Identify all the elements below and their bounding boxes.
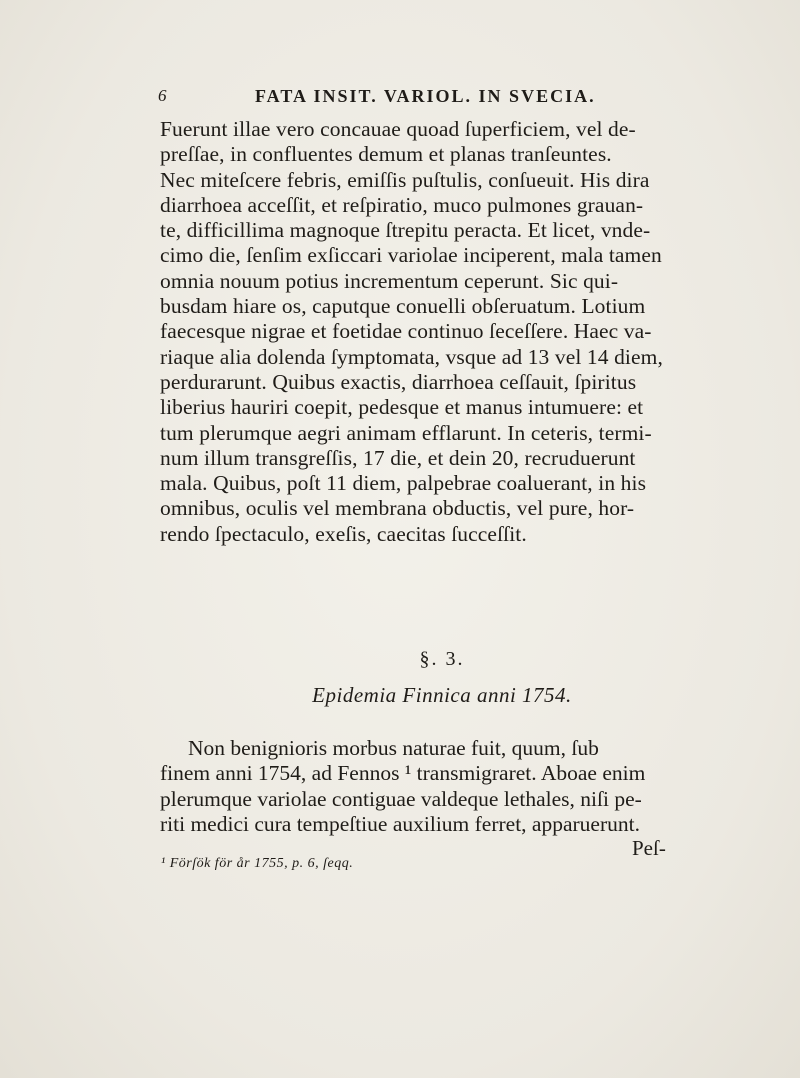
text-line: busdam hiare os, caputque conuelli obſeruatum. Lotium — [160, 294, 646, 319]
text-line: riaque alia dolenda ſymptomata, vsque ad 13 vel 14 diem, — [160, 344, 663, 369]
text-line: tum plerumque aegri animam efflarunt. In ceteris, termi- — [160, 420, 652, 445]
page-header — [158, 86, 658, 114]
text-line: Non benignioris morbus naturae fuit, quum, ſub — [188, 736, 599, 760]
section-title-text: Epidemia Finnica anni 1754. — [312, 683, 572, 707]
text-line: mala. Quibus, poſt 11 diem, palpebrae coaluerant, in his — [160, 471, 647, 496]
text-line: rendo ſpectaculo, exeſis, caecitas ſucceſſit. — [160, 521, 527, 546]
text-line: riti medici cura tempeſtiue auxilium ferret, apparuerunt. — [160, 811, 640, 836]
section-number: §. 3. — [419, 648, 465, 670]
text-line: omnibus, oculis vel membrana obductis, vel pure, hor- — [160, 496, 635, 521]
text-line: finem anni 1754, ad Fennos ¹ transmigraret. Aboae enim — [160, 761, 646, 786]
section-mark — [0, 648, 800, 671]
paragraph-2 — [160, 736, 800, 837]
text-line: perdurarunt. Quibus exactis, diarrhoea ceſſauit, ſpiritus — [160, 369, 637, 394]
text-line: num illum transgreſſis, 17 die, et dein 20, recruduerunt — [160, 445, 636, 470]
footnote: ¹ Förſök för år 1755, p. 6, ſeqq. — [161, 856, 354, 871]
text-line: plerumque variolae contiguae valdeque lethales, niſi pe- — [160, 786, 642, 811]
text-line: liberius hauriri coepit, pedesque et manus intumuere: et — [160, 395, 644, 420]
text-line: Fuerunt illae vero concauae quoad ſuperficiem, vel de- — [160, 117, 636, 141]
text-line: te, difficillima magnoque ſtrepitu peracta. Et licet, vnde- — [160, 218, 651, 243]
catchword: Peſ- — [632, 836, 666, 860]
text-line: preſſae, in confluentes demum et planas tranſeuntes. — [160, 142, 612, 167]
text-line: omnia nouum potius incrementum ceperunt. Sic qui- — [160, 268, 619, 293]
page-number: 6 — [158, 86, 167, 105]
text-line: faecesque nigrae et foetidae continuo ſeceſſere. Haec va- — [160, 319, 652, 344]
text-line: cimo die, ſenſim exſiccari variolae inciperent, mala tamen — [160, 243, 662, 268]
section-title — [0, 683, 800, 708]
paragraph-1 — [160, 117, 800, 547]
text-line: diarrhoea acceſſit, et reſpiratio, muco pulmones grauan- — [160, 192, 644, 217]
running-head: FATA INSIT. VARIOL. IN SVECIA. — [255, 86, 596, 106]
text-line: Nec miteſcere febris, emiſſis puſtulis, conſueuit. His dira — [160, 167, 650, 192]
